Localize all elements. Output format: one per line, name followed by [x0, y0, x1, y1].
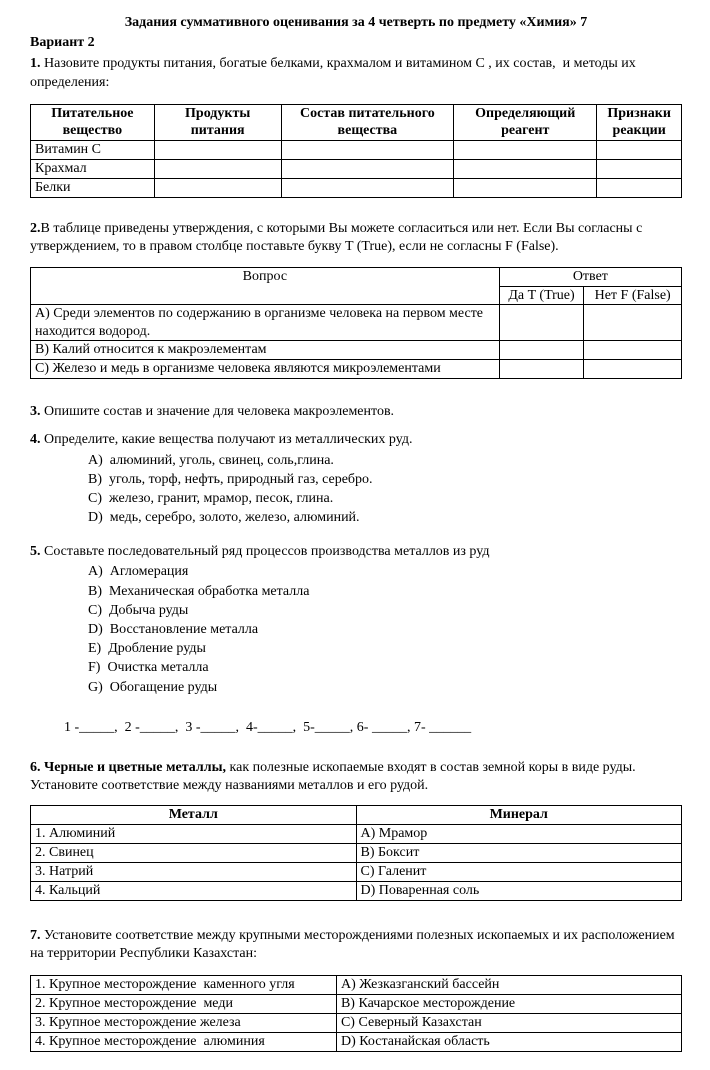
- option-f: F) Очистка металла: [88, 660, 209, 676]
- mineral-cell: А) Мрамор: [356, 824, 682, 843]
- question-5-options: [88, 563, 682, 696]
- question-2-number: 2.: [30, 220, 41, 236]
- question-4-text: Определите, какие вещества получают из металлических руд.: [44, 432, 413, 448]
- header-cell: Питательное вещество: [31, 104, 155, 140]
- table-row: [31, 341, 682, 360]
- question-6-bold-text: Черные и цветные металлы,: [44, 759, 227, 775]
- option-a: А) Агломерация: [88, 564, 189, 580]
- metal-cell: 1. Алюминий: [31, 824, 357, 843]
- statement-cell: В) Калий относится к макроэлементам: [31, 341, 500, 360]
- deposit-cell: 2. Крупное месторождение меди: [31, 995, 337, 1014]
- question-1-number: 1.: [30, 56, 44, 72]
- metal-cell: 2. Свинец: [31, 843, 357, 862]
- question-3: [30, 403, 682, 421]
- header-cell: Металл: [31, 806, 357, 825]
- option-c: С) железо, гранит, мрамор, песок, глина.: [88, 490, 334, 506]
- blank-answer-cell: [584, 305, 682, 341]
- question-6-text: как полезные ископаемые входят в состав земной коры в виде руды. Установите соответствие между названиями металлов и его рудой.: [30, 759, 640, 794]
- table-row: [31, 1033, 682, 1052]
- location-cell: D) Костанайская область: [336, 1033, 681, 1052]
- question-6-number: 6.: [30, 759, 44, 775]
- table-row: [31, 843, 682, 862]
- header-cell: Продукты питания: [154, 104, 281, 140]
- option-a: А) алюминий, уголь, свинец, соль,глина.: [88, 452, 334, 468]
- mineral-cell: D) Поваренная соль: [356, 881, 682, 900]
- header-cell: Состав питательного вещества: [281, 104, 454, 140]
- no-header-cell: Нет F (False): [584, 286, 682, 305]
- question-7-number: 7.: [30, 927, 44, 943]
- table-row: [31, 159, 682, 178]
- row-label-cell: Крахмал: [31, 159, 155, 178]
- page-title: Задания суммативного оценивания за 4 четверть по предмету «Химия» 7: [124, 15, 588, 30]
- blank-answer-cell: [499, 360, 584, 379]
- variant-label: Вариант 2: [30, 35, 95, 51]
- blank-answer-cell: [154, 159, 281, 178]
- table-row: [31, 1014, 682, 1033]
- question-6: [30, 759, 682, 795]
- q1-nutrition-table: [30, 104, 682, 198]
- row-label-cell: Белки: [31, 178, 155, 197]
- table-header-row: [31, 104, 682, 140]
- question-5-text: Составьте последовательный ряд процессов производства металлов из руд: [44, 544, 490, 560]
- question-5-number: 5.: [30, 544, 44, 560]
- blank-answer-cell: [499, 341, 584, 360]
- blank-answer-cell: [597, 140, 682, 159]
- question-1-text: Назовите продукты питания, богатые белками, крахмалом и витамином С , их состав, и методы их определения:: [30, 56, 640, 90]
- option-g: G) Обогащение руды: [88, 679, 218, 695]
- answer-header-cell: Ответ: [499, 268, 681, 287]
- question-1: [30, 55, 682, 91]
- table-row: [31, 976, 682, 995]
- table-row: [31, 305, 682, 341]
- option-d: D) медь, серебро, золото, железо, алюминий.: [88, 510, 360, 526]
- deposit-cell: 1. Крупное месторождение каменного угля: [31, 976, 337, 995]
- mineral-cell: С) Галенит: [356, 862, 682, 881]
- question-7-text: Установите соответствие между крупными месторождениями полезных ископаемых и их расположением на территории Республики Казахстан:: [30, 927, 679, 961]
- q6-metal-mineral-table: [30, 805, 682, 901]
- option-b: В) уголь, торф, нефть, природный газ, серебро.: [88, 471, 373, 487]
- question-5: [30, 543, 682, 561]
- question-5-answer-line: 1 -_____, 2 -_____, 3 -_____, 4-_____, 5-_____, 6- _____, 7- ______: [64, 719, 472, 735]
- metal-cell: 4. Кальций: [31, 881, 357, 900]
- question-7: [30, 927, 682, 963]
- table-row: [31, 178, 682, 197]
- table-row: [31, 824, 682, 843]
- question-3-text: Опишите состав и значение для человека макроэлементов.: [44, 404, 395, 420]
- question-3-number: 3.: [30, 404, 44, 420]
- q7-deposits-table: [30, 975, 682, 1052]
- table-header-row: [31, 806, 682, 825]
- location-cell: А) Жезказганский бассейн: [336, 976, 681, 995]
- blank-answer-cell: [597, 159, 682, 178]
- mineral-cell: В) Боксит: [356, 843, 682, 862]
- location-cell: В) Качарское месторождение: [336, 995, 681, 1014]
- blank-answer-cell: [281, 140, 454, 159]
- question-header-cell: Вопрос: [31, 268, 500, 305]
- row-label-cell: Витамин С: [31, 140, 155, 159]
- statement-cell: С) Железо и медь в организме человека являются микроэлементами: [31, 360, 500, 379]
- option-c: С) Добыча руды: [88, 602, 189, 618]
- deposit-cell: 4. Крупное месторождение алюминия: [31, 1033, 337, 1052]
- q2-true-false-table: [30, 267, 682, 379]
- blank-answer-cell: [584, 360, 682, 379]
- table-row: [31, 140, 682, 159]
- blank-answer-cell: [454, 178, 597, 197]
- table-row: [31, 360, 682, 379]
- blank-answer-cell: [454, 159, 597, 178]
- blank-answer-cell: [281, 178, 454, 197]
- blank-answer-cell: [154, 178, 281, 197]
- blank-answer-cell: [454, 140, 597, 159]
- table-header-row: [31, 268, 682, 287]
- header-cell: Определяющий реагент: [454, 104, 597, 140]
- deposit-cell: 3. Крупное месторождение железа: [31, 1014, 337, 1033]
- location-cell: С) Северный Казахстан: [336, 1014, 681, 1033]
- blank-answer-cell: [281, 159, 454, 178]
- question-2: [30, 220, 682, 256]
- blank-answer-cell: [584, 341, 682, 360]
- option-d: D) Восстановление металла: [88, 622, 259, 637]
- blank-answer-cell: [154, 140, 281, 159]
- statement-cell: А) Среди элементов по содержанию в организме человека на первом месте находится водород.: [31, 305, 500, 341]
- yes-header-cell: Да T (True): [499, 286, 584, 305]
- header-cell: Признаки реакции: [597, 104, 682, 140]
- table-row: [31, 881, 682, 900]
- blank-answer-cell: [499, 305, 584, 341]
- table-row: [31, 862, 682, 881]
- table-row: [31, 995, 682, 1014]
- metal-cell: 3. Натрий: [31, 862, 357, 881]
- question-4: [30, 431, 682, 449]
- header-cell: Минерал: [356, 806, 682, 825]
- question-4-options: [88, 452, 682, 528]
- option-b: В) Механическая обработка металла: [88, 583, 310, 599]
- question-4-number: 4.: [30, 432, 44, 448]
- blank-answer-cell: [597, 178, 682, 197]
- option-e: Е) Дробление руды: [88, 641, 206, 657]
- question-2-text: В таблице приведены утверждения, с которыми Вы можете согласиться или нет. Если Вы согласны с утверждением, то в правом столбце поставьте букву T (True), если не согласны F (False).: [30, 220, 646, 254]
